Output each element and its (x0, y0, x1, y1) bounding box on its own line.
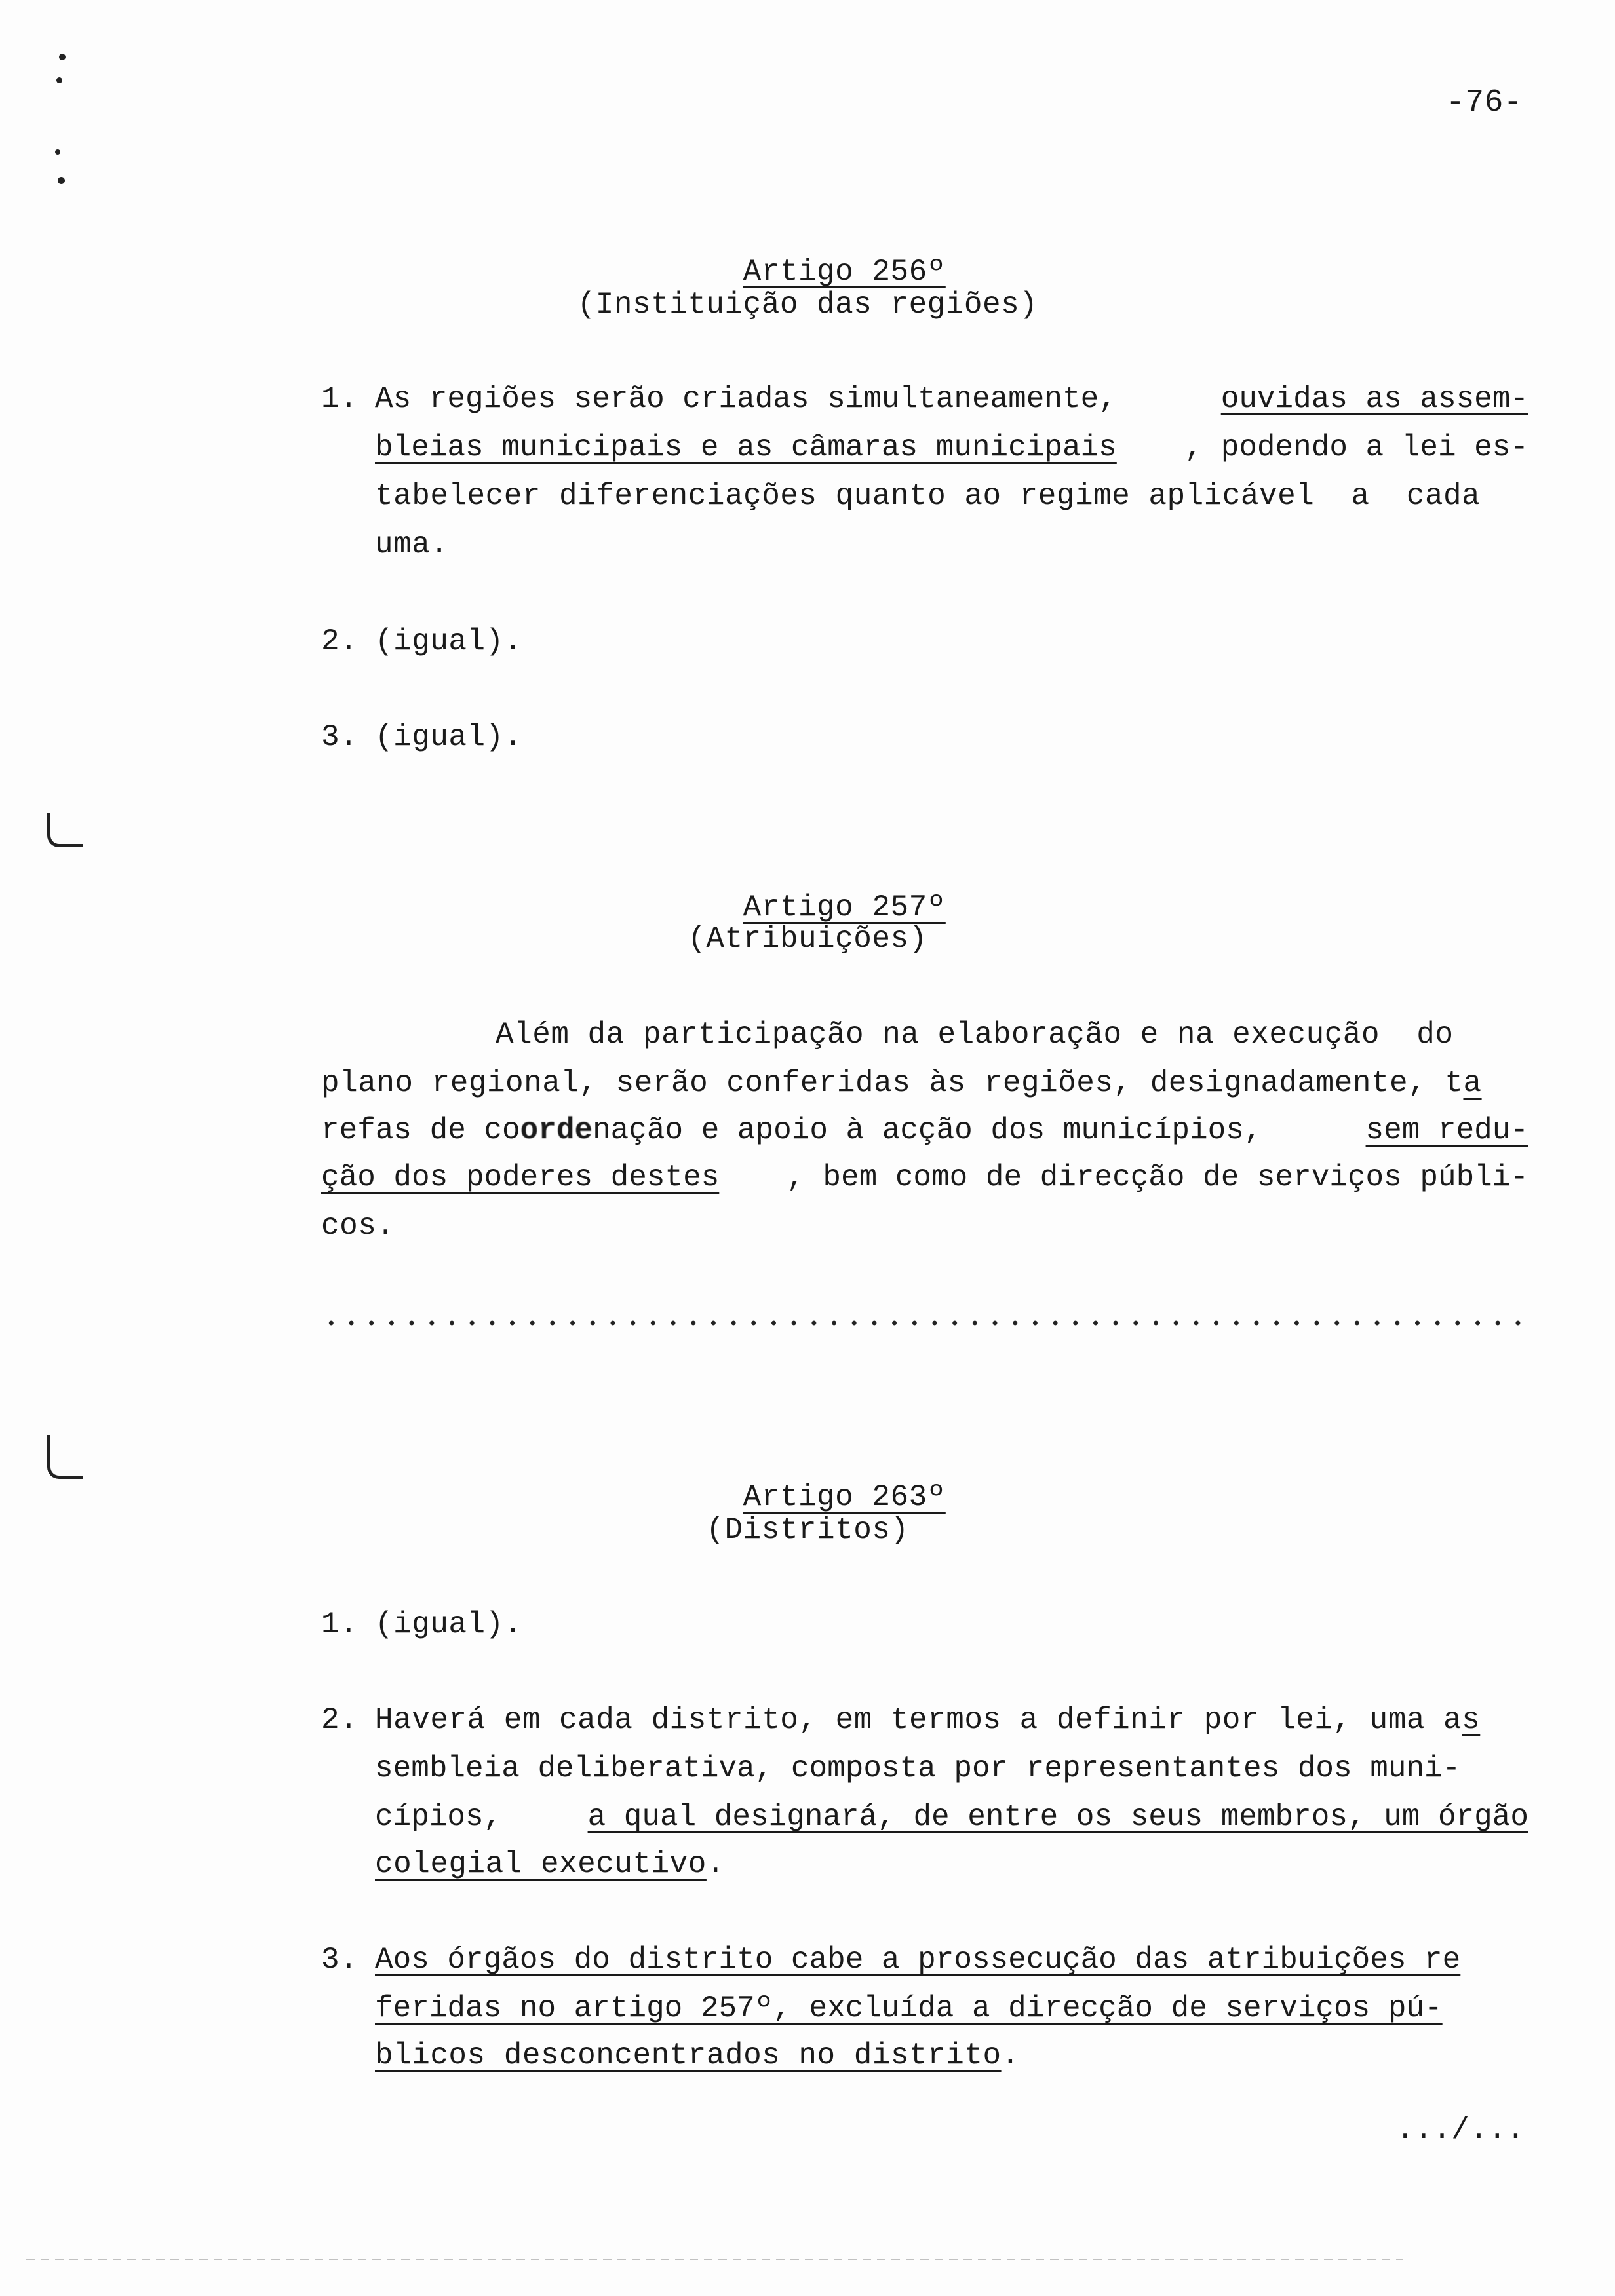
underlined-text: feridas no artigo 257º, excluída a direcção de serviços pú- (375, 1991, 1443, 2025)
article-263-item-2-line-2 (375, 1753, 1528, 1784)
item-number: 2. (321, 1703, 359, 1737)
article-263-item-3-line-2 (375, 1993, 1528, 2023)
margin-mark-dot (56, 77, 62, 83)
underlined-text: a (1463, 1066, 1482, 1100)
article-256-item-1-line-4: uma. (375, 527, 449, 562)
article-257-line-5: cos. (321, 1209, 395, 1243)
item-number: 3. (321, 720, 359, 754)
page-bottom-scan-line (26, 2259, 1403, 2260)
text-span (321, 1115, 1262, 1145)
text-span: plano regional, serão conferidas às regiões, designadamente, t (321, 1066, 1464, 1100)
text-span: . (1001, 2038, 1020, 2073)
margin-corner-mark (47, 813, 83, 847)
underlined-text: s (1462, 1703, 1481, 1737)
margin-mark-dot (59, 54, 66, 60)
underlined-text: ção dos poderes destes (321, 1160, 720, 1195)
article-257-line-3 (321, 1115, 1528, 1145)
underlined-text: ouvidas as assem- (1220, 382, 1528, 416)
item-number: 1. (321, 1607, 359, 1641)
article-263-item-2-line-3 (375, 1802, 1528, 1832)
item-number: 2. (321, 624, 359, 659)
text-span: refas de co (321, 1113, 520, 1147)
underlined-text: Aos órgãos do distrito cabe a prossecução das atribuições re (375, 1943, 1461, 1977)
item-number: 1. (321, 382, 359, 416)
margin-mark-dot (55, 149, 60, 155)
article-263-item-2-line-4 (375, 1849, 725, 1879)
item-number: 3. (321, 1943, 359, 1977)
text-span: sembleia deliberativa, composta por representantes dos muni- (375, 1751, 1461, 1786)
underlined-text: sem redu- (1365, 1113, 1528, 1147)
article-257-line-4 (321, 1162, 1528, 1193)
article-257-heading: Artigo 257º (743, 890, 946, 925)
text-span: , podendo a lei es- (1184, 430, 1528, 465)
continuation-marker: .../... (1396, 2113, 1525, 2147)
margin-mark-dot (58, 177, 65, 184)
text-span: , bem como de direcção de serviços públi- (787, 1160, 1528, 1195)
article-263-subtitle: (Distritos) (706, 1513, 909, 1547)
text-span: As regiões serão criadas simultaneamente, (375, 382, 1117, 416)
article-257-line-1: Além da participação na elaboração e na execução do (496, 1018, 1454, 1052)
underlined-text: a qual designará, de entre os seus membros, um órgão (587, 1800, 1528, 1834)
underlined-text: colegial executivo (375, 1847, 707, 1881)
text-span: . (706, 1847, 725, 1881)
article-263-heading: Artigo 263º (743, 1480, 946, 1514)
underlined-text: blicos desconcentrados no distrito (375, 2038, 1002, 2073)
article-256-item-1-line-3: tabelecer diferenciações quanto ao regime aplicável a cada (375, 479, 1481, 513)
page-number: -76- (1446, 85, 1523, 121)
ellipsis-separator (321, 1320, 1528, 1326)
article-257-subtitle: (Atribuições) (688, 922, 927, 956)
article-256-item-3-text: (igual). (375, 720, 522, 754)
article-263-item-3-line-1 (375, 1945, 1528, 1975)
underlined-text: bleias municipais e as câmaras municipais (375, 430, 1117, 465)
text-span: Haverá em cada distrito, em termos a definir por lei, uma a (375, 1703, 1462, 1737)
text-span: nação e apoio à acção dos municípios, (593, 1113, 1262, 1147)
article-263-item-3-line-3 (375, 2040, 1020, 2071)
article-256-heading: Artigo 256º (743, 255, 946, 289)
article-263-item-2-line-1 (375, 1705, 1480, 1735)
article-256-subtitle: (Instituição das regiões) (577, 288, 1038, 322)
handwritten-correction: orde (520, 1113, 593, 1147)
article-256-item-1-line-2 (375, 432, 1528, 463)
article-256-item-2-text: (igual). (375, 624, 522, 659)
article-256-item-1-line-1 (375, 384, 1528, 414)
article-263-item-1-text: (igual). (375, 1607, 522, 1641)
text-span: cípios, (375, 1800, 502, 1834)
article-257-line-2 (321, 1068, 1482, 1098)
